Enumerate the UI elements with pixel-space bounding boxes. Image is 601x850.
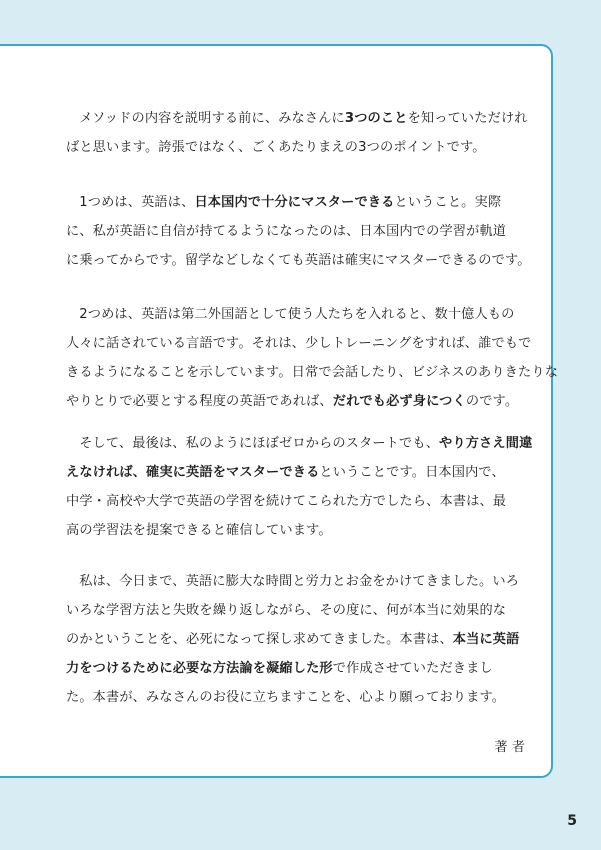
emphasis-text: やり方さえ間違 bbox=[439, 436, 533, 451]
text-line bbox=[66, 104, 532, 133]
body-text: いろな学習方法と失敗を繰り返しながら、その度に、何が本当に効果的な bbox=[66, 603, 507, 618]
body-text: きるようになることを示しています。日常で会話したり、ビジネスのありきたりな bbox=[66, 365, 559, 380]
text-line bbox=[66, 387, 532, 416]
text-line bbox=[66, 625, 532, 654]
text-line bbox=[66, 596, 532, 625]
text-line bbox=[66, 133, 532, 162]
text-line bbox=[66, 429, 532, 458]
text-line bbox=[66, 458, 532, 487]
body-text: やりとりで必要とする程度の英語であれば、 bbox=[66, 394, 333, 409]
body-text: 2つめは、英語は第二外国語として使う人たちを入れると、数十億人もの bbox=[79, 307, 515, 322]
body-text: ばと思います。誇張ではなく、ごくあたりまえの3つのポイントです。 bbox=[66, 140, 486, 155]
body-text: メソッドの内容を説明する前に、みなさんに bbox=[79, 111, 345, 126]
text-line bbox=[66, 246, 532, 275]
body-text: のです。 bbox=[465, 394, 519, 409]
text-line bbox=[66, 358, 559, 387]
text-line bbox=[66, 683, 532, 712]
paragraph-2 bbox=[66, 188, 532, 275]
body-text: に、私が英語に自信が持てるようになったのは、日本国内での学習が軌道 bbox=[66, 224, 507, 239]
text-line bbox=[66, 516, 532, 545]
text-line bbox=[66, 487, 532, 516]
emphasis-text: 本当に英語 bbox=[452, 632, 520, 647]
text-line bbox=[66, 217, 532, 246]
body-text: 1つめは、英語は、 bbox=[79, 195, 195, 210]
emphasis-text: えなければ、確実に英語をマスターできる bbox=[66, 465, 320, 480]
body-text: ということです。日本国内で、 bbox=[319, 465, 505, 480]
body-text: で作成させていただきまし bbox=[332, 661, 493, 676]
text-line bbox=[66, 300, 532, 329]
body-text: を知っていただけれ bbox=[407, 111, 528, 126]
paragraph-1 bbox=[66, 104, 532, 162]
body-text: た。本書が、みなさんのお役に立ちますことを、心より願っております。 bbox=[66, 690, 506, 705]
emphasis-text: 日本国内で十分にマスターできる bbox=[194, 195, 395, 210]
body-text: に乗ってからです。留学などしなくても英語は確実にマスターできるのです。 bbox=[66, 253, 531, 268]
body-text: 高の学習法を提案できると確信しています。 bbox=[66, 523, 332, 538]
text-line bbox=[66, 329, 532, 358]
author-signature: 著 者 bbox=[494, 740, 525, 755]
body-text: 私は、今日まで、英語に膨大な時間と労力とお金をかけてきました。いろ bbox=[79, 574, 520, 589]
body-text: ということ。実際 bbox=[394, 195, 502, 210]
paragraph-4 bbox=[66, 429, 532, 545]
text-line bbox=[66, 567, 532, 596]
emphasis-text: だれでも必ず身につく bbox=[332, 394, 466, 409]
paragraph-3 bbox=[66, 300, 559, 416]
body-text: そして、最後は、私のようにほぼゼロからのスタートでも、 bbox=[79, 436, 440, 451]
text-line bbox=[66, 654, 532, 683]
body-text: のかということを、必死になって探し求めてきました。本書は、 bbox=[66, 632, 453, 647]
page-number: 5 bbox=[567, 813, 577, 829]
emphasis-text: 力をつけるために必要な方法論を凝縮した形 bbox=[66, 661, 333, 676]
text-line bbox=[66, 188, 532, 217]
body-text: 人々に話されている言語です。それは、少しトレーニングをすれば、誰でもで bbox=[66, 336, 532, 351]
body-text: 中学・高校や大学で英語の学習を続けてこられた方でしたら、本書は、最 bbox=[66, 494, 507, 509]
emphasis-text: 3つのこと bbox=[344, 111, 408, 126]
paragraph-5 bbox=[66, 567, 532, 712]
content-panel bbox=[0, 44, 559, 778]
